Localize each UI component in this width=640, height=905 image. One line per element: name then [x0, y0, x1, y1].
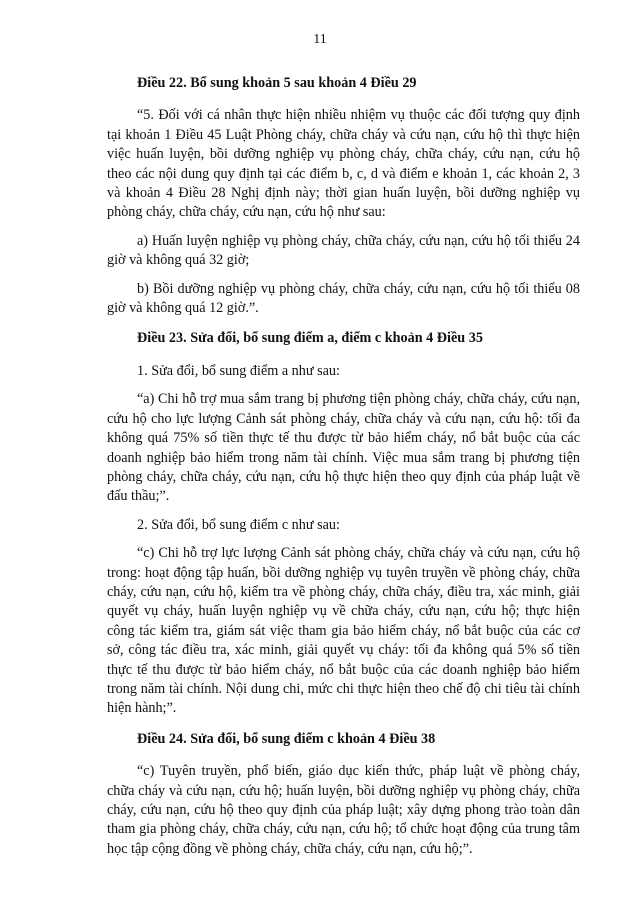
paragraph: “5. Đối với cá nhân thực hiện nhiều nhiệm vụ thuộc các đối tượng quy định tại khoản 1 Điều 45 Luật Phòng cháy, chữa cháy và cứu nạn, cứu hộ thì thực hiện việc huấn luyện, bồi dưỡng nghiệp vụ phòng cháy, chữa cháy, cứu nạn, cứu hộ theo các nội dung quy định tại các điểm b, c, d và điểm e khoản 1, các khoản 2, 3 và khoản 4 Điều 28 Nghị định này; thời gian huấn luyện, bồi dưỡng nghiệp vụ phòng cháy, chữa cháy, cứu nạn, cứu hộ như sau:: [107, 107, 580, 221]
document-body: [107, 74, 580, 868]
article-heading: Điều 22. Bổ sung khoản 5 sau khoản 4 Điều 29: [137, 75, 417, 91]
paragraph: “a) Chi hỗ trợ mua sắm trang bị phương tiện phòng cháy, chữa cháy, cứu nạn, cứu hộ cho lực lượng Cảnh sát phòng cháy, chữa cháy và cứu nạn, cứu hộ: tối đa không quá 75% số tiền thực tế thu được từ bảo hiểm cháy, nổ bắt buộc của các doanh nghiệp bảo hiểm trong năm tài chính. Việc mua sắm trang bị phương tiện phòng cháy, chữa cháy, cứu nạn, cứu hộ thực hiện theo quy định của pháp luật về đấu thầu;”.: [107, 391, 580, 505]
article-22: [107, 74, 580, 318]
paragraph: a) Huấn luyện nghiệp vụ phòng cháy, chữa cháy, cứu nạn, cứu hộ tối thiểu 24 giờ và không quá 32 giờ;: [107, 232, 580, 269]
paragraph: “c) Tuyên truyền, phổ biến, giáo dục kiến thức, pháp luật về phòng cháy, chữa cháy và cứu nạn, cứu hộ; huấn luyện, bồi dưỡng nghiệp vụ phòng cháy, chữa cháy, cứu nạn, cứu hộ theo quy định của pháp luật; xây dựng phong trào toàn dân tham gia phòng cháy, chữa cháy, cứu nạn, cứu hộ; tổ chức hoạt động của trung tâm học tập cộng đồng về phòng cháy, chữa cháy, cứu nạn, cứu hộ;”.: [107, 763, 580, 857]
article-heading: Điều 23. Sửa đổi, bổ sung điểm a, điểm c khoản 4 Điều 35: [137, 330, 483, 347]
page-number: 11: [313, 32, 327, 47]
paragraph: 1. Sửa đổi, bổ sung điểm a như sau:: [137, 362, 340, 379]
article-24: [107, 730, 580, 859]
paragraph: b) Bồi dưỡng nghiệp vụ phòng cháy, chữa cháy, cứu nạn, cứu hộ tối thiểu 08 giờ và không quá 12 giờ.”.: [107, 280, 580, 317]
paragraph: “c) Chi hỗ trợ lực lượng Cảnh sát phòng cháy, chữa cháy và cứu nạn, cứu hộ trong: hoạt động tập huấn, bồi dưỡng nghiệp vụ tuyên truyền về phòng cháy, chữa cháy, cứu nạn, cứu hộ, kiểm tra về phòng cháy, chữa cháy, điều tra, xác minh, giải quyết vụ cháy, huấn luyện nghiệp vụ về chữa cháy, cứu nạn, cứu hộ; thực hiện công tác kiểm tra, giám sát việc tham gia bảo hiểm cháy, nổ bắt buộc của các cơ sở, công tác điều tra, xác minh, giải quyết vụ cháy: tối đa không quá 5% số tiền thực tế thu được từ bảo hiểm cháy, nổ bắt buộc của các doanh nghiệp bảo hiểm trong năm tài chính. Nội dung chi, mức chi thực hiện theo chế độ chi tiêu tài chính hiện hành;”.: [107, 545, 580, 717]
article-heading: Điều 24. Sửa đổi, bổ sung điểm c khoản 4 Điều 38: [137, 730, 436, 747]
article-23: [107, 329, 580, 718]
paragraph: 2. Sửa đổi, bổ sung điểm c như sau:: [137, 516, 340, 533]
